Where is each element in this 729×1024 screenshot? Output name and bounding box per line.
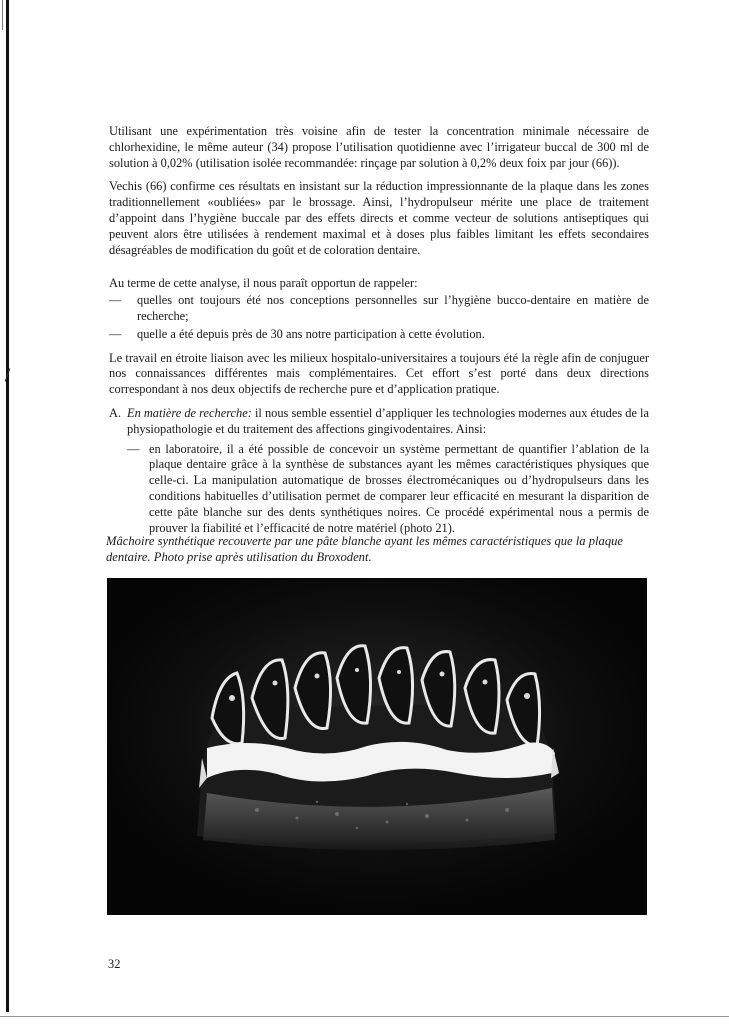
- page-number: 32: [108, 957, 121, 971]
- paragraph: Vechis (66) confirme ces résultats en insistant sur la réduction impressionnante de la plaque dans les zones traditionnellement «oubliées» par le brossage. Ainsi, l’hydropulseur mérite une place de traitement d’appoint dans l’hygiène buccale par des effets directs et comme vecteur de solutions antiseptiques qui peuvent alors être utilisées à rendement maximal et à doses plus faibles limitant les effets secondaires désagréables de modification du goût et de coloration dentaire.: [109, 179, 649, 257]
- section-letter: A.: [109, 405, 122, 420]
- list-item: — quelle a été depuis près de 30 ans notre participation à cette évolution.: [109, 327, 649, 343]
- section-heading: En matière de recherche:: [127, 405, 252, 420]
- paragraph: Utilisant une expérimentation très voisine afin de tester la concentration minimale nécessaire de chlorhexidine, le même auteur (34) propose l’utilisation quotidienne avec l’irrigateur buccal de 300 ml de solution à 0,02% (utilisation isolée recommandée: rinçage par solution à 0,2% deux foix par jour (66)).: [109, 124, 649, 170]
- scan-edge-bottom: [0, 1016, 729, 1017]
- scan-edge-left: [6, 0, 9, 1012]
- list-item: — quelles ont toujours été nos conceptions personnelles sur l’hygiène bucco-dentaire en matière de recherche;: [109, 293, 649, 325]
- paragraph: Le travail en étroite liaison avec les milieux hospitalo-universitaires a toujours été la règle afin de conjuguer nos connaissances différentes mais complémentaires. Cet effort s’est porté dans deux directions correspondant à nos deux objectifs de recherche pure et d’application pratique.: [109, 350, 649, 397]
- section-a: [109, 406, 649, 438]
- document-body: [109, 124, 649, 544]
- jaw-photo-image: [107, 578, 647, 915]
- scan-edge-mark: [2, 0, 3, 30]
- photo-caption: Mâchoire synthétique recouverte par une pâte blanche ayant les mêmes caractéristiques que la plaque dentaire. Photo prise après utilisation du Broxodent.: [106, 534, 624, 564]
- dash-list: [109, 293, 649, 342]
- section-text: il nous semble essentiel d’appliquer les technologies modernes aux études de la physiopathologie et du traitement des affections gingivodentaires. Ainsi:: [127, 405, 649, 436]
- paragraph: Au terme de cette analyse, il nous paraît opportun de rappeler:: [109, 276, 418, 291]
- jaw-photo: [107, 578, 647, 915]
- sub-list: [127, 442, 649, 537]
- spacer: [109, 266, 649, 276]
- sub-list-item: — en laboratoire, il a été possible de concevoir un système permettant de quantifier l’ablation de la plaque dentaire grâce à la synthèse de substances ayant les mêmes caractéristiques physiques que celle-ci. La manipulation automatique de brosses électromécaniques ou d’hydropulseurs dans les conditions habituelles d’utilisation permet de comparer leur efficacité en mesurant la disparition de cette pâte blanche sur des dents synthétiques noires. Ce procédé expérimental nous a permis de prouver la fiabilité et l’efficacité de notre matériel (photo 21).: [127, 442, 649, 537]
